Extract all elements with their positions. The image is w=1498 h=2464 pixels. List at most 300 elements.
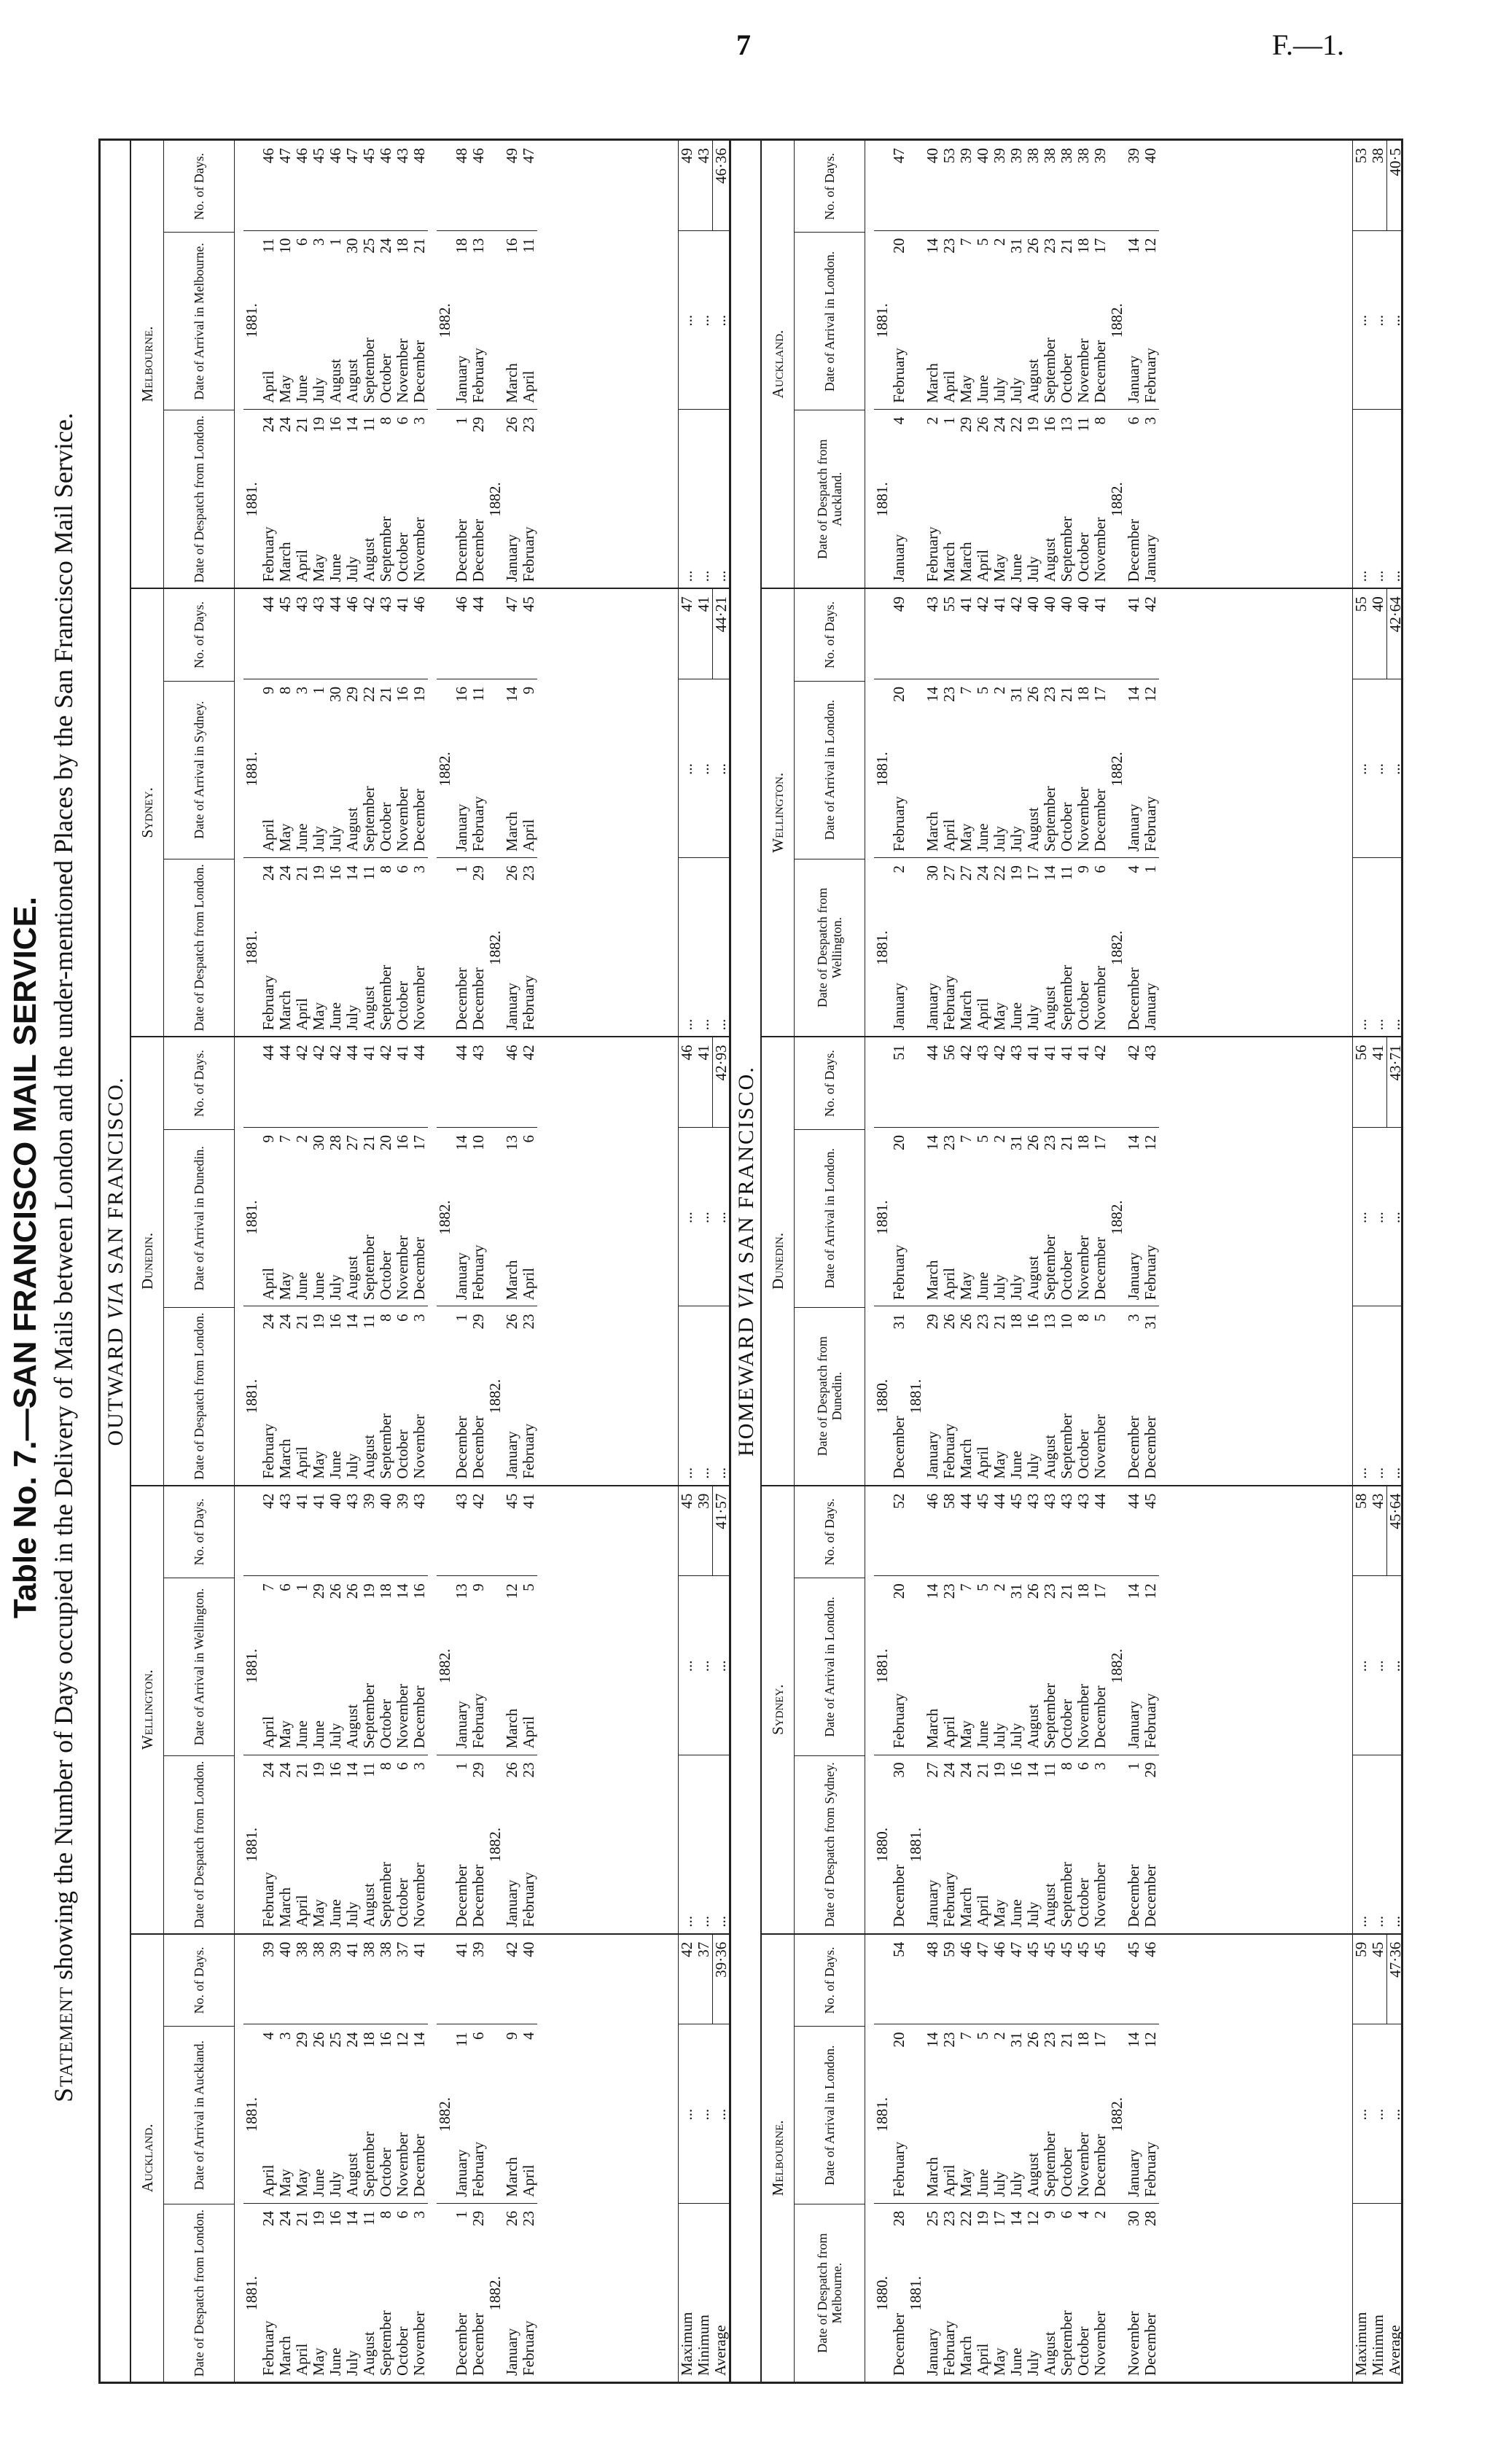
arrival-cell xyxy=(504,230,520,409)
arrival-month: June xyxy=(293,375,311,403)
despatch-day: 30 xyxy=(924,865,941,881)
table-row xyxy=(378,141,394,588)
arrival-cell xyxy=(1092,679,1109,857)
table-row xyxy=(411,141,428,588)
days-cell: 44 xyxy=(957,1493,975,1509)
despatch-day: 14 xyxy=(1007,2210,1025,2226)
despatch-month: April xyxy=(293,549,311,582)
arrival-cell xyxy=(1042,1127,1058,1306)
summary-value: 44·21 xyxy=(712,589,729,679)
arrival-day: 7 xyxy=(957,1135,975,1143)
days-cell: 46 xyxy=(1142,1941,1159,1957)
summary-dots: ... xyxy=(678,1916,695,1927)
arrival-cell xyxy=(924,679,941,857)
average-row xyxy=(1386,1037,1403,1484)
days-cell: 41 xyxy=(520,1493,537,1509)
table-row xyxy=(453,1037,470,1484)
despatch-month: May xyxy=(310,2347,327,2376)
summary-label-text: Minimum xyxy=(1369,2314,1386,2376)
days-cell xyxy=(437,1037,453,1127)
days-cell xyxy=(874,589,891,679)
arrival-month: July xyxy=(1007,377,1025,403)
arrival-day: 16 xyxy=(453,686,470,702)
despatch-month: April xyxy=(293,998,311,1031)
table-row xyxy=(1042,141,1058,588)
table-row xyxy=(1092,141,1109,588)
summary-dots: ... xyxy=(678,1467,695,1479)
arrival-month: December xyxy=(1091,340,1109,403)
arrival-day: 23 xyxy=(1041,2032,1058,2048)
table-row xyxy=(1142,1037,1159,1484)
arrival-month: 1881. xyxy=(873,752,891,787)
arrival-month: September xyxy=(360,1683,378,1749)
despatch-cell xyxy=(470,1306,487,1484)
table-row xyxy=(487,1935,504,2382)
days-cell xyxy=(487,1037,504,1127)
summary-label xyxy=(712,2203,729,2382)
table-rows xyxy=(235,1486,678,1933)
despatch-cell xyxy=(378,409,394,588)
arrival-month: October xyxy=(1058,1699,1075,1749)
arrival-day: 1 xyxy=(293,1583,311,1591)
despatch-month: July xyxy=(1024,2350,1042,2376)
arrival-month: 1881. xyxy=(873,1648,891,1683)
arrival-day: 7 xyxy=(260,1583,277,1591)
table-row xyxy=(470,589,487,1036)
days-header: No. of Days. xyxy=(822,1946,837,2014)
spacer xyxy=(428,589,437,1036)
arrival-cell xyxy=(891,2024,908,2202)
arrival-cell xyxy=(470,2024,487,2202)
arrival-month: April xyxy=(940,370,958,403)
arrival-day: 2 xyxy=(991,686,1008,695)
arrival-day: 14 xyxy=(410,2032,428,2048)
average-row xyxy=(1386,141,1403,588)
despatch-day: 19 xyxy=(310,1762,327,1778)
arrival-cell xyxy=(908,1575,924,1754)
arrival-day: 21 xyxy=(377,686,394,702)
despatch-month: March xyxy=(957,542,975,582)
despatch-day: 8 xyxy=(1058,1762,1075,1771)
table-row xyxy=(975,1037,991,1484)
days-cell: 43 xyxy=(394,147,411,163)
table-row xyxy=(958,1935,975,2382)
arrival-month: October xyxy=(377,2148,394,2197)
arrival-month: April xyxy=(260,1267,277,1301)
arrival-day: 21 xyxy=(360,1135,378,1151)
arrival-cell xyxy=(874,230,891,409)
spacer xyxy=(865,141,874,588)
despatch-month: December xyxy=(469,1416,487,1479)
arrival-month: 1881. xyxy=(243,1648,260,1683)
days-cell: 44 xyxy=(469,596,487,612)
summary-rows xyxy=(678,1486,729,1933)
despatch-day: 11 xyxy=(1058,865,1075,881)
despatch-cell xyxy=(327,857,344,1036)
days-cell: 41 xyxy=(343,1941,361,1957)
despatch-cell xyxy=(487,2203,504,2382)
table-row xyxy=(1092,1037,1109,1484)
maximum-row xyxy=(1353,1935,1370,2382)
despatch-day: 27 xyxy=(957,865,975,881)
table-row xyxy=(941,1935,958,2382)
arrival-cell xyxy=(243,679,260,857)
spacer xyxy=(235,1486,243,1933)
arrival-month: January xyxy=(1125,1252,1142,1301)
table-row xyxy=(958,141,975,588)
summary-value: 41 xyxy=(695,596,712,612)
summary-dots-cell xyxy=(695,2024,712,2202)
arrival-day: 5 xyxy=(974,1135,991,1143)
despatch-cell xyxy=(394,1306,411,1484)
arrival-month: June xyxy=(974,375,991,403)
days-cell xyxy=(874,1935,891,2024)
days-cell: 48 xyxy=(453,147,470,163)
despatch-cell xyxy=(487,1755,504,1933)
despatch-cell xyxy=(1109,1755,1126,1933)
despatch-month: April xyxy=(974,549,991,582)
despatch-day: 16 xyxy=(1007,1762,1025,1778)
despatch-month: September xyxy=(1058,516,1075,582)
despatch-day: 19 xyxy=(1024,416,1042,432)
table-row xyxy=(1092,1935,1109,2382)
arrival-cell xyxy=(344,2024,361,2202)
despatch-cell xyxy=(344,1755,361,1933)
despatch-day: 26 xyxy=(503,1314,520,1330)
days-cell: 40 xyxy=(1074,596,1092,612)
despatch-month: December xyxy=(1142,1864,1159,1927)
despatch-cell xyxy=(327,1306,344,1484)
column-headers xyxy=(795,1037,865,1484)
arrival-month: June xyxy=(974,2169,991,2197)
arrival-month: 1881. xyxy=(873,2097,891,2132)
homeward-heading xyxy=(731,141,762,2382)
summary-label-text: Minimum xyxy=(695,2314,712,2376)
arrival-day: 29 xyxy=(310,1583,327,1599)
days-cell: 43 xyxy=(453,1493,470,1509)
summary-label xyxy=(1370,2203,1386,2382)
table-row xyxy=(1126,1486,1142,1933)
summary-value: 39 xyxy=(695,1493,712,1509)
despatch-day: 29 xyxy=(469,2210,487,2226)
arrival-cell xyxy=(520,230,537,409)
arrival-cell xyxy=(394,230,411,409)
table-row xyxy=(361,141,378,588)
despatch-cell xyxy=(874,1306,891,1484)
days-cell: 43 xyxy=(974,1045,991,1061)
despatch-cell xyxy=(470,409,487,588)
despatch-cell xyxy=(1058,1755,1075,1933)
days-cell: 42 xyxy=(957,1045,975,1061)
days-cell: 41 xyxy=(957,596,975,612)
despatch-month: February xyxy=(940,1423,958,1479)
table-row xyxy=(470,1935,487,2382)
days-cell: 39 xyxy=(1007,147,1025,163)
arrival-day: 14 xyxy=(1125,686,1142,702)
despatch-cell xyxy=(378,857,394,1036)
summary-dots: ... xyxy=(711,1467,729,1479)
arrival-cell xyxy=(327,1575,344,1754)
arrival-day: 5 xyxy=(974,1583,991,1591)
arrival-day: 16 xyxy=(377,2032,394,2048)
maximum-row xyxy=(1353,141,1370,588)
despatch-day: 23 xyxy=(974,1314,991,1330)
despatch-day: 9 xyxy=(1041,2210,1058,2219)
table-title: Table No. 7.—SAN FRANCISCO MAIL SERVICE. xyxy=(7,896,43,1619)
table-row xyxy=(1092,1486,1109,1933)
arrival-month: May xyxy=(293,2169,311,2197)
arrival-month: October xyxy=(377,1699,394,1749)
arrival-month: March xyxy=(924,363,941,403)
place-name: Wellington. xyxy=(762,589,795,1036)
arrival-cell xyxy=(1075,2024,1092,2202)
despatch-month: August xyxy=(360,537,378,582)
despatch-header: Date of Despatch from London. xyxy=(164,410,234,588)
despatch-month: December xyxy=(1142,2312,1159,2376)
table-row xyxy=(908,1486,924,1933)
spacer xyxy=(428,1037,437,1484)
table-row xyxy=(1058,141,1075,588)
arrival-cell xyxy=(437,230,453,409)
despatch-month: January xyxy=(924,1879,941,1927)
table-row xyxy=(327,141,344,588)
summary-label xyxy=(1386,1306,1403,1484)
despatch-month: December xyxy=(453,1864,470,1927)
despatch-cell xyxy=(1142,409,1159,588)
arrival-cell xyxy=(411,1127,428,1306)
days-cell: 39 xyxy=(260,1941,277,1957)
days-cell xyxy=(487,1486,504,1576)
maximum-row xyxy=(679,1037,695,1484)
despatch-header: Date of Despatch from Dunedin. xyxy=(795,1307,865,1485)
despatch-month: January xyxy=(890,983,908,1031)
arrival-month: December xyxy=(410,1237,428,1301)
days-cell: 40 xyxy=(1142,147,1159,163)
days-cell xyxy=(487,1935,504,2024)
despatch-month: 1881. xyxy=(243,1828,260,1863)
days-cell: 47 xyxy=(974,1941,991,1957)
arrival-cell xyxy=(411,1575,428,1754)
arrival-month: November xyxy=(1074,1683,1092,1749)
arrival-cell xyxy=(941,1127,958,1306)
despatch-day: 1 xyxy=(1142,865,1159,873)
outward-grid xyxy=(131,141,731,2382)
table-row xyxy=(1126,1037,1142,1484)
despatch-cell xyxy=(1058,1306,1075,1484)
page-reference: F.—1. xyxy=(1272,28,1345,61)
summary-dots: ... xyxy=(678,570,695,582)
arrival-day: 2 xyxy=(991,238,1008,246)
arrival-cell xyxy=(958,2024,975,2202)
arrival-month: July xyxy=(1007,1723,1025,1749)
despatch-day: 24 xyxy=(957,1762,975,1778)
place-name: Melbourne. xyxy=(131,141,164,588)
despatch-month: September xyxy=(377,964,394,1031)
despatch-cell xyxy=(311,1306,327,1484)
arrival-month: July xyxy=(991,826,1008,852)
arrival-day: 12 xyxy=(503,1583,520,1599)
despatch-cell xyxy=(941,1306,958,1484)
summary-label xyxy=(1386,409,1403,588)
despatch-day: 29 xyxy=(1142,1762,1159,1778)
spacer xyxy=(235,1037,243,1484)
arrival-cell xyxy=(991,1575,1008,1754)
arrival-cell xyxy=(891,1575,908,1754)
table-row xyxy=(991,1037,1008,1484)
table-row xyxy=(908,1935,924,2382)
arrival-day: 25 xyxy=(327,2032,344,2048)
table-row xyxy=(941,1037,958,1484)
despatch-cell xyxy=(891,2203,908,2382)
despatch-day: 11 xyxy=(360,416,378,432)
despatch-day: 22 xyxy=(957,2210,975,2226)
minimum-row xyxy=(1370,1935,1386,2382)
despatch-cell xyxy=(453,2203,470,2382)
table-row xyxy=(924,1037,941,1484)
despatch-cell xyxy=(520,2203,537,2382)
table-row xyxy=(908,1037,924,1484)
despatch-day: 3 xyxy=(410,865,428,873)
arrival-cell xyxy=(1042,230,1058,409)
summary-dots: ... xyxy=(711,763,729,775)
despatch-cell xyxy=(344,857,361,1036)
despatch-cell xyxy=(1008,2203,1025,2382)
arrival-month: October xyxy=(377,354,394,403)
despatch-cell xyxy=(378,2203,394,2382)
arrival-cell xyxy=(1092,1575,1109,1754)
despatch-month: February xyxy=(940,975,958,1031)
days-cell: 43 xyxy=(469,1045,487,1061)
despatch-month: 1880. xyxy=(873,1379,891,1414)
summary-value: 43·71 xyxy=(1386,1037,1403,1127)
despatch-month: 1881. xyxy=(243,930,260,965)
arrival-day: 23 xyxy=(940,238,958,254)
days-cell: 58 xyxy=(940,1493,958,1509)
arrival-month: 1881. xyxy=(243,303,260,338)
summary-dots: ... xyxy=(1386,2108,1403,2121)
arrival-cell xyxy=(378,1127,394,1306)
summary-label xyxy=(1353,2203,1370,2382)
despatch-day: 21 xyxy=(293,1762,311,1778)
despatch-day: 29 xyxy=(469,1314,487,1330)
table-row xyxy=(437,141,453,588)
summary-dots-cell xyxy=(1386,1127,1403,1306)
days-cell: 45 xyxy=(974,1493,991,1509)
days-cell: 45 xyxy=(1024,1941,1042,1957)
arrival-day: 14 xyxy=(1125,1135,1142,1151)
arrival-month: December xyxy=(410,788,428,852)
despatch-month: February xyxy=(940,2320,958,2376)
despatch-cell xyxy=(1025,2203,1042,2382)
despatch-cell xyxy=(294,857,311,1036)
arrival-cell xyxy=(277,2024,294,2202)
table-row xyxy=(344,1486,361,1933)
days-cell xyxy=(1109,1486,1126,1576)
days-cell: 46 xyxy=(343,596,361,612)
despatch-cell xyxy=(1092,1755,1109,1933)
average-row xyxy=(1386,1935,1403,2382)
despatch-cell xyxy=(958,2203,975,2382)
despatch-month: April xyxy=(974,1895,991,1927)
despatch-month: June xyxy=(327,553,344,582)
despatch-cell xyxy=(958,1306,975,1484)
despatch-month: February xyxy=(940,1871,958,1927)
arrival-cell xyxy=(1025,2024,1042,2202)
despatch-header: Date of Despatch from Auckland. xyxy=(795,410,865,588)
despatch-month: February xyxy=(520,1423,537,1479)
table-rows xyxy=(865,141,1352,588)
summary-dots-cell xyxy=(679,230,695,409)
despatch-day: 28 xyxy=(890,2210,908,2226)
despatch-day: 17 xyxy=(991,2210,1008,2226)
summary-dots: ... xyxy=(695,1916,712,1927)
arrival-cell xyxy=(975,230,991,409)
days-cell xyxy=(437,1935,453,2024)
despatch-cell xyxy=(277,2203,294,2382)
despatch-day: 24 xyxy=(276,1314,294,1330)
despatch-month: January xyxy=(503,1431,520,1479)
summary-dots: ... xyxy=(1352,1018,1370,1031)
despatch-month: 1881. xyxy=(907,1379,924,1414)
arrival-day: 31 xyxy=(1007,1135,1025,1151)
despatch-cell xyxy=(243,409,260,588)
despatch-day: 14 xyxy=(343,416,361,432)
arrival-month: January xyxy=(453,1701,470,1749)
despatch-cell xyxy=(891,409,908,588)
days-cell xyxy=(874,141,891,230)
despatch-month: September xyxy=(377,1413,394,1479)
table-row xyxy=(991,141,1008,588)
despatch-cell xyxy=(487,409,504,588)
table-row xyxy=(378,1935,394,2382)
arrival-month: February xyxy=(1142,796,1159,852)
days-cell xyxy=(437,589,453,679)
arrival-cell xyxy=(344,679,361,857)
arrival-month: June xyxy=(310,1720,327,1749)
summary-dots: ... xyxy=(1386,1467,1403,1479)
table-row xyxy=(1025,589,1042,1036)
despatch-cell xyxy=(1058,857,1075,1036)
arrival-day: 7 xyxy=(276,1135,294,1143)
summary-dots-cell xyxy=(679,679,695,857)
arrival-day: 2 xyxy=(991,1583,1008,1591)
despatch-cell xyxy=(1109,1306,1126,1484)
place-name: Wellington. xyxy=(131,1486,164,1933)
minimum-row xyxy=(1370,1486,1386,1933)
summary-dots-cell xyxy=(1353,230,1370,409)
arrival-day: 21 xyxy=(1058,686,1075,702)
days-cell: 45 xyxy=(1091,1941,1109,1957)
arrival-month: February xyxy=(890,348,908,403)
despatch-cell xyxy=(1042,1755,1058,1933)
arrival-cell xyxy=(260,1575,277,1754)
days-cell: 46 xyxy=(453,596,470,612)
despatch-month: October xyxy=(394,1429,411,1479)
summary-value: 39·36 xyxy=(712,1935,729,2024)
despatch-cell xyxy=(1008,1306,1025,1484)
arrival-cell xyxy=(260,1127,277,1306)
arrival-day: 12 xyxy=(1142,686,1159,702)
summary-dots: ... xyxy=(1386,1660,1403,1672)
summary-label xyxy=(695,1306,712,1484)
arrival-day: 7 xyxy=(957,1583,975,1591)
arrival-month: January xyxy=(453,2149,470,2197)
arrival-month: 1882. xyxy=(436,1200,453,1235)
despatch-month: May xyxy=(310,1002,327,1031)
summary-dots: ... xyxy=(1352,570,1370,582)
arrival-month: August xyxy=(343,1255,361,1301)
summary-dots: ... xyxy=(1369,1212,1386,1224)
